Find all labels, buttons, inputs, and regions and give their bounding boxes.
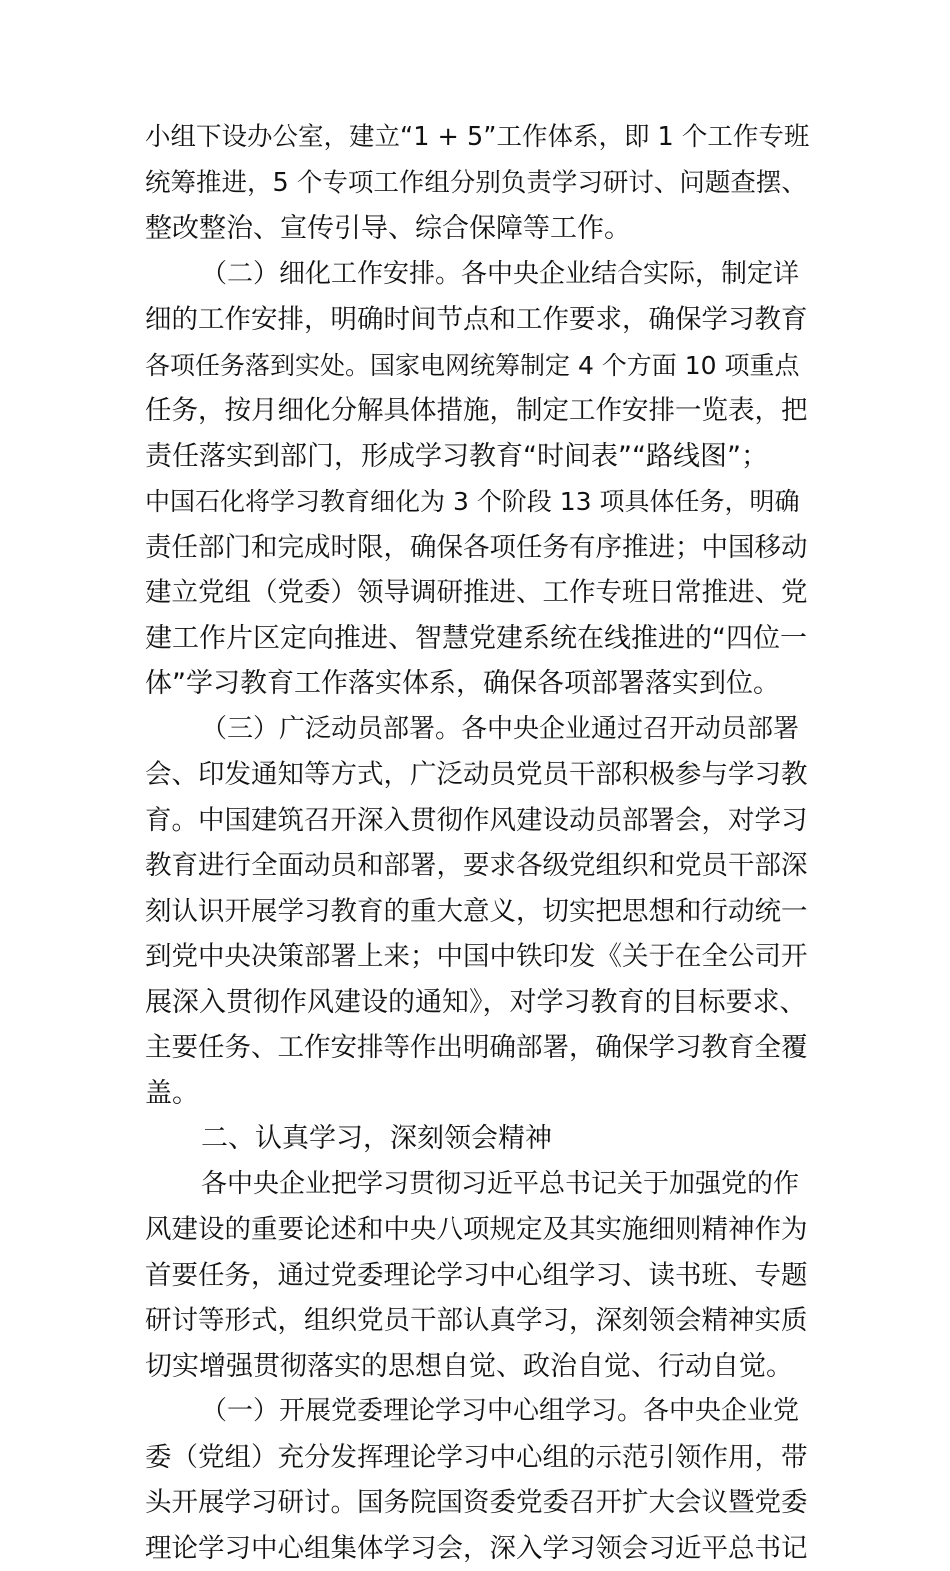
- text-line: 各中央企业把学习贯彻习近平总书记关于加强党的作: [145, 1162, 810, 1208]
- text-line: 研讨等形式，组织党员干部认真学习，深刻领会精神实质: [145, 1298, 810, 1344]
- text-line: 刻认识开展学习教育的重大意义，切实把思想和行动统一: [145, 889, 810, 935]
- text-line: 建工作片区定向推进、智慧党建系统在线推进的“四位一: [145, 616, 810, 662]
- text-line: 展深入贯彻作风建设的通知》，对学习教育的目标要求、: [145, 980, 810, 1026]
- text-line: （一）开展党委理论学习中心组学习。各中央企业党: [145, 1389, 810, 1435]
- text-line: 育。中国建筑召开深入贯彻作风建设动员部署会，对学习: [145, 798, 810, 844]
- text-line: 理论学习中心组集体学习会，深入学习领会习近平总书记: [145, 1526, 810, 1571]
- text-line: 教育进行全面动员和部署，要求各级党组织和党员干部深: [145, 843, 810, 889]
- text-line: 头开展学习研讨。国务院国资委党委召开扩大会议暨党委: [145, 1480, 810, 1526]
- text-line: 到党中央决策部署上来；中国中铁印发《关于在全公司开: [145, 934, 810, 980]
- text-line: 责任部门和完成时限，确保各项任务有序推进；中国移动: [145, 525, 810, 571]
- text-line: 统筹推进，5 个专项工作组分别负责学习研讨、问题查摆、: [145, 161, 810, 207]
- text-line: 主要任务、工作安排等作出明确部署，确保学习教育全覆: [145, 1025, 810, 1071]
- text-line: 会、印发通知等方式，广泛动员党员干部积极参与学习教: [145, 752, 810, 798]
- text-line: 体”学习教育工作落实体系，确保各项部署落实到位。: [145, 661, 810, 707]
- text-line: 细的工作安排，明确时间节点和工作要求，确保学习教育: [145, 297, 810, 343]
- text-line: 建立党组（党委）领导调研推进、工作专班日常推进、党: [145, 570, 810, 616]
- text-line: 盖。: [145, 1071, 810, 1117]
- text-line: 二、认真学习，深刻领会精神: [145, 1116, 810, 1162]
- text-line: （三）广泛动员部署。各中央企业通过召开动员部署: [145, 707, 810, 753]
- text-line: （二）细化工作安排。各中央企业结合实际，制定详: [145, 252, 810, 298]
- text-line: 首要任务，通过党委理论学习中心组学习、读书班、专题: [145, 1253, 810, 1299]
- document-body: [145, 115, 810, 1571]
- text-line: 任务，按月细化分解具体措施，制定工作安排一览表，把: [145, 388, 810, 434]
- text-line: 责任落实到部门，形成学习教育“时间表”“路线图”；: [145, 434, 810, 480]
- text-line: 整改整治、宣传引导、综合保障等工作。: [145, 206, 810, 252]
- text-line: 各项任务落到实处。国家电网统筹制定 4 个方面 10 项重点: [145, 343, 810, 389]
- text-line: 中国石化将学习教育细化为 3 个阶段 13 项具体任务，明确: [145, 479, 810, 525]
- text-line: 切实增强贯彻落实的思想自觉、政治自觉、行动自觉。: [145, 1344, 810, 1390]
- text-line: 委（党组）充分发挥理论学习中心组的示范引领作用，带: [145, 1435, 810, 1481]
- text-line: 小组下设办公室，建立“1 + 5”工作体系，即 1 个工作专班: [145, 115, 810, 161]
- text-line: 风建设的重要论述和中央八项规定及其实施细则精神作为: [145, 1207, 810, 1253]
